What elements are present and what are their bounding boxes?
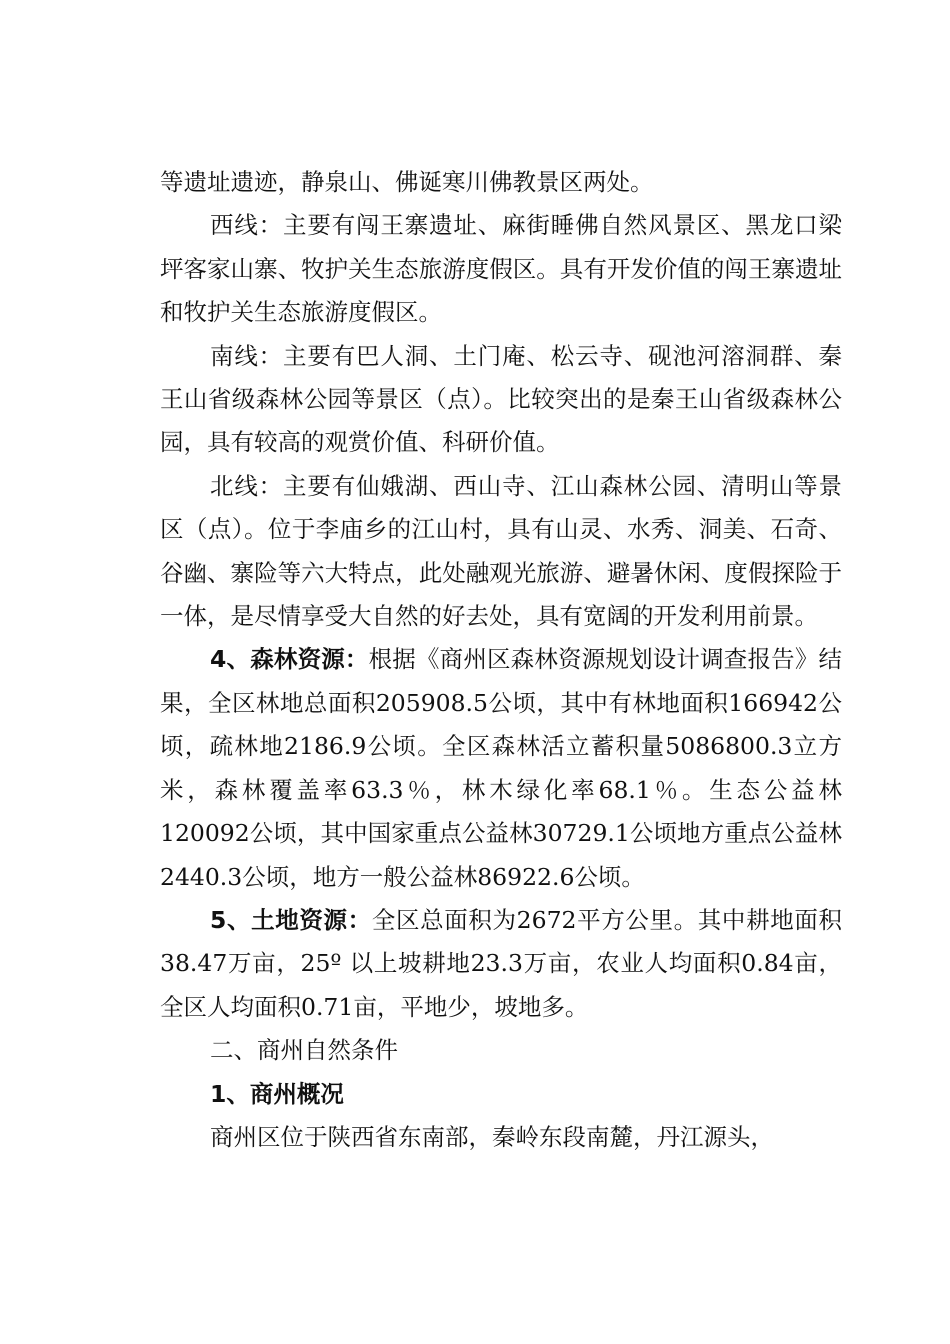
paragraph-text: 等遗址遗迹，静泉山、佛诞寒川佛教景区两处。	[160, 168, 654, 196]
paragraph-text: 南线：主要有巴人洞、土门庵、松云寺、砚池河溶洞群、秦王山省级森林公园等景区（点）。比较突出的是秦王山省级森林公园，具有较高的观赏价值、科研价值。	[160, 341, 842, 457]
paragraph-text: 全区总面积为2672平方公里。其中耕地面积38.47万亩，25º 以上坡耕地23.3万亩，农业人均面积0.84亩，全区人均面积0.71亩，平地少，坡地多。	[160, 905, 842, 1021]
paragraph-north-line	[160, 465, 842, 639]
paragraph-text: 北线：主要有仙娥湖、西山寺、江山森林公园、清明山等景区（点）。位于李庙乡的江山村，具有山灵、水秀、洞美、石奇、谷幽、寨险等六大特点，此处融观光旅游、避暑休闲、度假探险于一体，是尽情享受大自然的好去处，具有宽阔的开发利用前景。	[160, 471, 842, 631]
paragraph-south-line	[160, 335, 842, 465]
paragraph-text: 商州区位于陕西省东南部，秦岭东段南麓，丹江源头，	[210, 1122, 774, 1151]
paragraph-lead-heading: 5、土地资源：	[210, 905, 372, 934]
paragraph-land-resources	[160, 899, 842, 1029]
paragraph-shangzhou-overview	[160, 1116, 842, 1159]
paragraph-text: 西线：主要有闯王寨遗址、麻街睡佛自然风景区、黑龙口梁坪客家山寨、牧护关生态旅游度假区。具有开发价值的闯王寨遗址和牧护关生态旅游度假区。	[160, 211, 842, 327]
document-body	[160, 161, 842, 1159]
subsection-heading: 1、商州概况	[210, 1079, 344, 1108]
paragraph-ruins-continuation	[160, 161, 842, 204]
paragraph-forest-resources	[160, 638, 842, 898]
section-heading: 二、商州自然条件	[210, 1036, 398, 1065]
paragraph-west-line	[160, 204, 842, 334]
paragraph-text: 根据《商州区森林资源规划设计调查报告》结果，全区林地总面积205908.5公顷，其中有林地面积166942公顷，疏林地2186.9公顷。全区森林活立蓄积量5086800.3立方米，森林覆盖率63.3％，林木绿化率68.1％。生态公益林120092公顷，其中国家重点公益林30729.1公顷地方重点公益林2440.3公顷，地方一般公益林86922.6公顷。	[160, 645, 842, 891]
paragraph-lead-heading: 4、森林资源：	[210, 645, 369, 674]
